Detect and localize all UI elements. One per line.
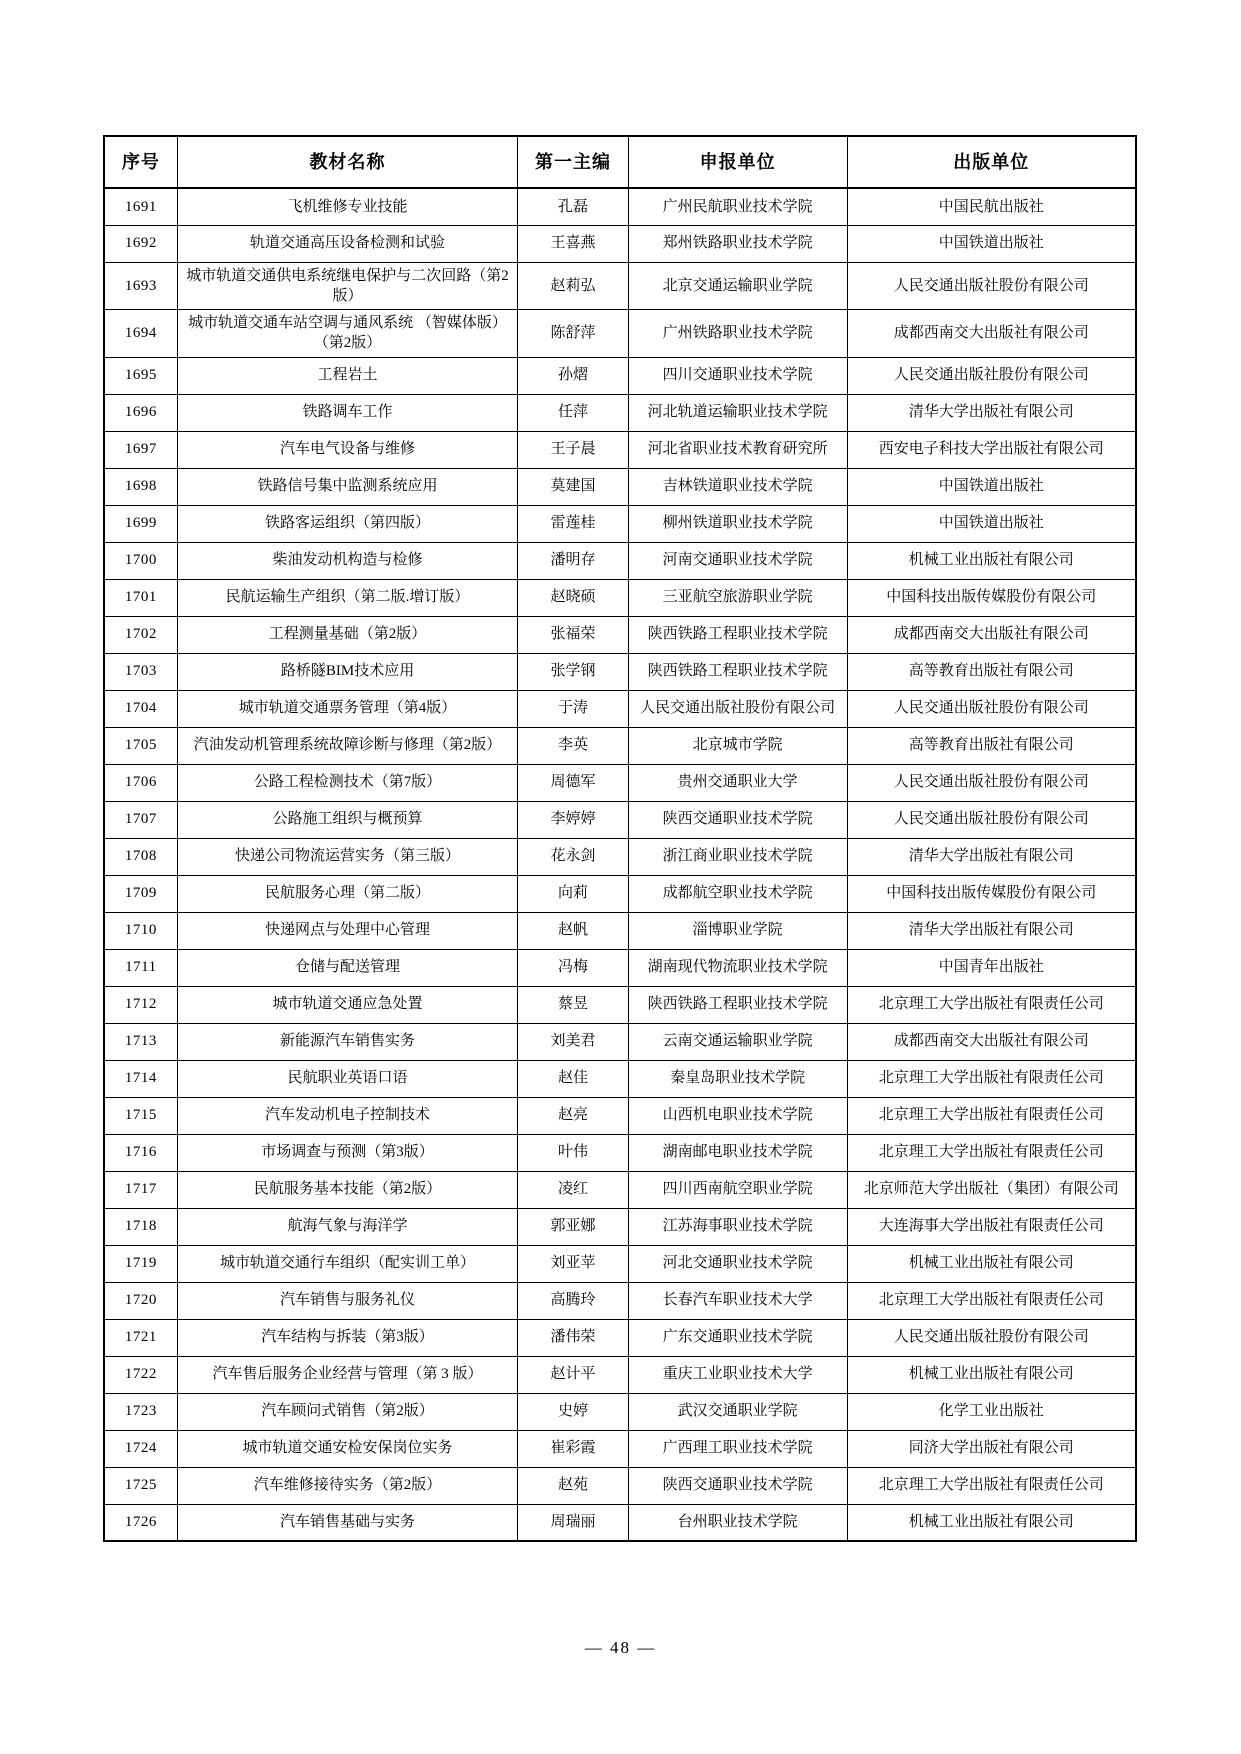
serial-number-cell: 1698 xyxy=(104,468,177,505)
first-editor-cell: 孙熠 xyxy=(518,357,628,394)
applicant-unit-cell: 陕西交通职业技术学院 xyxy=(628,1467,847,1504)
textbook-title-cell: 汽车销售与服务礼仪 xyxy=(177,1282,518,1319)
publisher-unit-cell: 高等教育出版社有限公司 xyxy=(847,653,1136,690)
serial-number-cell: 1719 xyxy=(104,1245,177,1282)
serial-number-cell: 1696 xyxy=(104,394,177,431)
applicant-unit-cell: 河北省职业技术教育研究所 xyxy=(628,431,847,468)
applicant-unit-cell: 成都航空职业技术学院 xyxy=(628,875,847,912)
publisher-unit-cell: 成都西南交大出版社有限公司 xyxy=(847,310,1136,358)
first-editor-cell: 赵计平 xyxy=(518,1356,628,1393)
first-editor-cell: 花永剑 xyxy=(518,838,628,875)
serial-number-cell: 1718 xyxy=(104,1208,177,1245)
applicant-unit-cell: 北京城市学院 xyxy=(628,727,847,764)
textbook-title-cell: 铁路客运组织（第四版） xyxy=(177,505,518,542)
serial-number-cell: 1695 xyxy=(104,357,177,394)
first-editor-cell: 王子晨 xyxy=(518,431,628,468)
textbook-title-cell: 轨道交通高压设备检测和试验 xyxy=(177,225,518,262)
table-row xyxy=(104,394,1136,431)
textbook-title-cell: 新能源汽车销售实务 xyxy=(177,1023,518,1060)
publisher-unit-cell: 中国铁道出版社 xyxy=(847,468,1136,505)
publisher-unit-cell: 清华大学出版社有限公司 xyxy=(847,838,1136,875)
serial-number-cell: 1715 xyxy=(104,1097,177,1134)
serial-number-cell: 1713 xyxy=(104,1023,177,1060)
textbook-title-cell: 公路工程检测技术（第7版） xyxy=(177,764,518,801)
textbook-title-cell: 快递网点与处理中心管理 xyxy=(177,912,518,949)
publisher-unit-cell: 西安电子科技大学出版社有限公司 xyxy=(847,431,1136,468)
first-editor-cell: 潘明存 xyxy=(518,542,628,579)
first-editor-cell: 赵晓硕 xyxy=(518,579,628,616)
applicant-unit-cell: 人民交通出版社股份有限公司 xyxy=(628,690,847,727)
table-row xyxy=(104,1356,1136,1393)
textbook-title-cell: 汽车售后服务企业经营与管理（第 3 版） xyxy=(177,1356,518,1393)
serial-number-cell: 1697 xyxy=(104,431,177,468)
publisher-unit-cell: 北京师范大学出版社（集团）有限公司 xyxy=(847,1171,1136,1208)
column-header-serial: 序号 xyxy=(104,136,177,188)
serial-number-cell: 1724 xyxy=(104,1430,177,1467)
textbook-title-cell: 航海气象与海洋学 xyxy=(177,1208,518,1245)
textbook-title-cell: 城市轨道交通行车组织（配实训工单） xyxy=(177,1245,518,1282)
serial-number-cell: 1721 xyxy=(104,1319,177,1356)
column-header-publisher: 出版单位 xyxy=(847,136,1136,188)
table-row xyxy=(104,225,1136,262)
applicant-unit-cell: 贵州交通职业大学 xyxy=(628,764,847,801)
table-row xyxy=(104,1097,1136,1134)
applicant-unit-cell: 四川西南航空职业学院 xyxy=(628,1171,847,1208)
applicant-unit-cell: 湖南现代物流职业技术学院 xyxy=(628,949,847,986)
first-editor-cell: 凌红 xyxy=(518,1171,628,1208)
textbook-title-cell: 工程测量基础（第2版） xyxy=(177,616,518,653)
column-header-title: 教材名称 xyxy=(177,136,518,188)
table-row xyxy=(104,1171,1136,1208)
serial-number-cell: 1722 xyxy=(104,1356,177,1393)
textbook-title-cell: 民航运输生产组织（第二版.增订版） xyxy=(177,579,518,616)
publisher-unit-cell: 成都西南交大出版社有限公司 xyxy=(847,616,1136,653)
applicant-unit-cell: 四川交通职业技术学院 xyxy=(628,357,847,394)
applicant-unit-cell: 吉林铁道职业技术学院 xyxy=(628,468,847,505)
textbook-title-cell: 铁路信号集中监测系统应用 xyxy=(177,468,518,505)
publisher-unit-cell: 大连海事大学出版社有限责任公司 xyxy=(847,1208,1136,1245)
serial-number-cell: 1711 xyxy=(104,949,177,986)
serial-number-cell: 1691 xyxy=(104,188,177,225)
first-editor-cell: 叶伟 xyxy=(518,1134,628,1171)
table-row xyxy=(104,764,1136,801)
textbook-title-cell: 城市轨道交通车站空调与通风系统 （智媒体版）（第2版） xyxy=(177,310,518,358)
applicant-unit-cell: 河南交通职业技术学院 xyxy=(628,542,847,579)
table-row xyxy=(104,357,1136,394)
publisher-unit-cell: 北京理工大学出版社有限责任公司 xyxy=(847,1282,1136,1319)
publisher-unit-cell: 机械工业出版社有限公司 xyxy=(847,1245,1136,1282)
applicant-unit-cell: 秦皇岛职业技术学院 xyxy=(628,1060,847,1097)
serial-number-cell: 1707 xyxy=(104,801,177,838)
first-editor-cell: 郭亚娜 xyxy=(518,1208,628,1245)
applicant-unit-cell: 陕西铁路工程职业技术学院 xyxy=(628,986,847,1023)
publisher-unit-cell: 北京理工大学出版社有限责任公司 xyxy=(847,1060,1136,1097)
table-row xyxy=(104,468,1136,505)
publisher-unit-cell: 化学工业出版社 xyxy=(847,1393,1136,1430)
applicant-unit-cell: 台州职业技术学院 xyxy=(628,1504,847,1541)
applicant-unit-cell: 武汉交通职业学院 xyxy=(628,1393,847,1430)
table-row xyxy=(104,262,1136,310)
first-editor-cell: 陈舒萍 xyxy=(518,310,628,358)
column-header-applicant: 申报单位 xyxy=(628,136,847,188)
textbook-title-cell: 民航服务心理（第二版） xyxy=(177,875,518,912)
textbook-title-cell: 民航职业英语口语 xyxy=(177,1060,518,1097)
textbook-title-cell: 工程岩土 xyxy=(177,357,518,394)
first-editor-cell: 向莉 xyxy=(518,875,628,912)
first-editor-cell: 孔磊 xyxy=(518,188,628,225)
table-row xyxy=(104,801,1136,838)
publisher-unit-cell: 人民交通出版社股份有限公司 xyxy=(847,357,1136,394)
publisher-unit-cell: 人民交通出版社股份有限公司 xyxy=(847,690,1136,727)
serial-number-cell: 1712 xyxy=(104,986,177,1023)
page-number: — 48 — xyxy=(584,1638,657,1657)
table-row xyxy=(104,1430,1136,1467)
serial-number-cell: 1693 xyxy=(104,262,177,310)
textbook-title-cell: 汽油发动机管理系统故障诊断与修理（第2版） xyxy=(177,727,518,764)
textbook-title-cell: 公路施工组织与概预算 xyxy=(177,801,518,838)
first-editor-cell: 任萍 xyxy=(518,394,628,431)
serial-number-cell: 1709 xyxy=(104,875,177,912)
textbook-title-cell: 城市轨道交通票务管理（第4版） xyxy=(177,690,518,727)
publisher-unit-cell: 北京理工大学出版社有限责任公司 xyxy=(847,1467,1136,1504)
publisher-unit-cell: 同济大学出版社有限公司 xyxy=(847,1430,1136,1467)
textbook-table xyxy=(103,135,1137,1542)
serial-number-cell: 1710 xyxy=(104,912,177,949)
textbook-title-cell: 城市轨道交通应急处置 xyxy=(177,986,518,1023)
serial-number-cell: 1702 xyxy=(104,616,177,653)
first-editor-cell: 赵亮 xyxy=(518,1097,628,1134)
applicant-unit-cell: 湖南邮电职业技术学院 xyxy=(628,1134,847,1171)
applicant-unit-cell: 北京交通运输职业学院 xyxy=(628,262,847,310)
textbook-title-cell: 铁路调车工作 xyxy=(177,394,518,431)
first-editor-cell: 李英 xyxy=(518,727,628,764)
table-row xyxy=(104,505,1136,542)
applicant-unit-cell: 淄博职业学院 xyxy=(628,912,847,949)
textbook-title-cell: 民航服务基本技能（第2版） xyxy=(177,1171,518,1208)
textbook-title-cell: 城市轨道交通供电系统继电保护与二次回路（第2版） xyxy=(177,262,518,310)
serial-number-cell: 1716 xyxy=(104,1134,177,1171)
textbook-title-cell: 汽车电气设备与维修 xyxy=(177,431,518,468)
table-row xyxy=(104,1319,1136,1356)
textbook-title-cell: 快递公司物流运营实务（第三版） xyxy=(177,838,518,875)
publisher-unit-cell: 机械工业出版社有限公司 xyxy=(847,1504,1136,1541)
applicant-unit-cell: 广东交通职业技术学院 xyxy=(628,1319,847,1356)
publisher-unit-cell: 人民交通出版社股份有限公司 xyxy=(847,801,1136,838)
publisher-unit-cell: 清华大学出版社有限公司 xyxy=(847,394,1136,431)
serial-number-cell: 1704 xyxy=(104,690,177,727)
publisher-unit-cell: 人民交通出版社股份有限公司 xyxy=(847,764,1136,801)
publisher-unit-cell: 中国民航出版社 xyxy=(847,188,1136,225)
serial-number-cell: 1708 xyxy=(104,838,177,875)
table-row xyxy=(104,838,1136,875)
serial-number-cell: 1692 xyxy=(104,225,177,262)
serial-number-cell: 1700 xyxy=(104,542,177,579)
publisher-unit-cell: 中国铁道出版社 xyxy=(847,505,1136,542)
applicant-unit-cell: 陕西交通职业技术学院 xyxy=(628,801,847,838)
first-editor-cell: 张福荣 xyxy=(518,616,628,653)
publisher-unit-cell: 北京理工大学出版社有限责任公司 xyxy=(847,1097,1136,1134)
serial-number-cell: 1694 xyxy=(104,310,177,358)
textbook-title-cell: 汽车销售基础与实务 xyxy=(177,1504,518,1541)
first-editor-cell: 周德军 xyxy=(518,764,628,801)
textbook-title-cell: 柴油发动机构造与检修 xyxy=(177,542,518,579)
applicant-unit-cell: 广州民航职业技术学院 xyxy=(628,188,847,225)
first-editor-cell: 周瑞丽 xyxy=(518,1504,628,1541)
table-row xyxy=(104,1504,1136,1541)
table-row xyxy=(104,1245,1136,1282)
publisher-unit-cell: 中国铁道出版社 xyxy=(847,225,1136,262)
table-row xyxy=(104,1393,1136,1430)
table-row xyxy=(104,310,1136,358)
serial-number-cell: 1714 xyxy=(104,1060,177,1097)
table-row xyxy=(104,653,1136,690)
table-row xyxy=(104,1282,1136,1319)
first-editor-cell: 刘美君 xyxy=(518,1023,628,1060)
publisher-unit-cell: 机械工业出版社有限公司 xyxy=(847,542,1136,579)
serial-number-cell: 1703 xyxy=(104,653,177,690)
first-editor-cell: 李婷婷 xyxy=(518,801,628,838)
table-row xyxy=(104,1208,1136,1245)
applicant-unit-cell: 广西理工职业技术学院 xyxy=(628,1430,847,1467)
first-editor-cell: 冯梅 xyxy=(518,949,628,986)
textbook-title-cell: 路桥隧BIM技术应用 xyxy=(177,653,518,690)
table-row xyxy=(104,1060,1136,1097)
publisher-unit-cell: 中国科技出版传媒股份有限公司 xyxy=(847,875,1136,912)
publisher-unit-cell: 北京理工大学出版社有限责任公司 xyxy=(847,986,1136,1023)
applicant-unit-cell: 长春汽车职业技术大学 xyxy=(628,1282,847,1319)
table-body xyxy=(104,188,1136,1541)
table-row xyxy=(104,1023,1136,1060)
table-row xyxy=(104,1134,1136,1171)
first-editor-cell: 赵苑 xyxy=(518,1467,628,1504)
first-editor-cell: 雷莲桂 xyxy=(518,505,628,542)
first-editor-cell: 崔彩霞 xyxy=(518,1430,628,1467)
applicant-unit-cell: 广州铁路职业技术学院 xyxy=(628,310,847,358)
serial-number-cell: 1726 xyxy=(104,1504,177,1541)
first-editor-cell: 史婷 xyxy=(518,1393,628,1430)
serial-number-cell: 1706 xyxy=(104,764,177,801)
table-row xyxy=(104,986,1136,1023)
publisher-unit-cell: 高等教育出版社有限公司 xyxy=(847,727,1136,764)
applicant-unit-cell: 河北交通职业技术学院 xyxy=(628,1245,847,1282)
first-editor-cell: 王喜燕 xyxy=(518,225,628,262)
table-row xyxy=(104,949,1136,986)
serial-number-cell: 1699 xyxy=(104,505,177,542)
table-row xyxy=(104,727,1136,764)
publisher-unit-cell: 成都西南交大出版社有限公司 xyxy=(847,1023,1136,1060)
table-header-row xyxy=(104,136,1136,188)
serial-number-cell: 1720 xyxy=(104,1282,177,1319)
textbook-title-cell: 汽车发动机电子控制技术 xyxy=(177,1097,518,1134)
publisher-unit-cell: 人民交通出版社股份有限公司 xyxy=(847,262,1136,310)
textbook-title-cell: 汽车顾问式销售（第2版） xyxy=(177,1393,518,1430)
table-row xyxy=(104,579,1136,616)
first-editor-cell: 刘亚苹 xyxy=(518,1245,628,1282)
serial-number-cell: 1723 xyxy=(104,1393,177,1430)
applicant-unit-cell: 郑州铁路职业技术学院 xyxy=(628,225,847,262)
applicant-unit-cell: 江苏海事职业技术学院 xyxy=(628,1208,847,1245)
first-editor-cell: 赵佳 xyxy=(518,1060,628,1097)
table-row xyxy=(104,1467,1136,1504)
table-row xyxy=(104,188,1136,225)
textbook-title-cell: 汽车结构与拆装（第3版） xyxy=(177,1319,518,1356)
textbook-title-cell: 汽车维修接待实务（第2版） xyxy=(177,1467,518,1504)
table-row xyxy=(104,542,1136,579)
table-row xyxy=(104,431,1136,468)
applicant-unit-cell: 浙江商业职业技术学院 xyxy=(628,838,847,875)
first-editor-cell: 蔡昱 xyxy=(518,986,628,1023)
first-editor-cell: 赵帆 xyxy=(518,912,628,949)
first-editor-cell: 张学钢 xyxy=(518,653,628,690)
applicant-unit-cell: 河北轨道运输职业技术学院 xyxy=(628,394,847,431)
table-row xyxy=(104,616,1136,653)
applicant-unit-cell: 陕西铁路工程职业技术学院 xyxy=(628,653,847,690)
applicant-unit-cell: 云南交通运输职业学院 xyxy=(628,1023,847,1060)
publisher-unit-cell: 中国青年出版社 xyxy=(847,949,1136,986)
first-editor-cell: 赵莉弘 xyxy=(518,262,628,310)
serial-number-cell: 1701 xyxy=(104,579,177,616)
textbook-title-cell: 城市轨道交通安检安保岗位实务 xyxy=(177,1430,518,1467)
textbook-title-cell: 飞机维修专业技能 xyxy=(177,188,518,225)
first-editor-cell: 潘伟荣 xyxy=(518,1319,628,1356)
publisher-unit-cell: 机械工业出版社有限公司 xyxy=(847,1356,1136,1393)
applicant-unit-cell: 山西机电职业技术学院 xyxy=(628,1097,847,1134)
table-header xyxy=(104,136,1136,188)
publisher-unit-cell: 中国科技出版传媒股份有限公司 xyxy=(847,579,1136,616)
first-editor-cell: 莫建国 xyxy=(518,468,628,505)
textbook-title-cell: 市场调查与预测（第3版） xyxy=(177,1134,518,1171)
publisher-unit-cell: 人民交通出版社股份有限公司 xyxy=(847,1319,1136,1356)
table-row xyxy=(104,690,1136,727)
serial-number-cell: 1725 xyxy=(104,1467,177,1504)
table-row xyxy=(104,875,1136,912)
serial-number-cell: 1717 xyxy=(104,1171,177,1208)
applicant-unit-cell: 陕西铁路工程职业技术学院 xyxy=(628,616,847,653)
serial-number-cell: 1705 xyxy=(104,727,177,764)
applicant-unit-cell: 重庆工业职业技术大学 xyxy=(628,1356,847,1393)
applicant-unit-cell: 三亚航空旅游职业学院 xyxy=(628,579,847,616)
column-header-editor: 第一主编 xyxy=(518,136,628,188)
publisher-unit-cell: 北京理工大学出版社有限责任公司 xyxy=(847,1134,1136,1171)
publisher-unit-cell: 清华大学出版社有限公司 xyxy=(847,912,1136,949)
first-editor-cell: 高腾玲 xyxy=(518,1282,628,1319)
textbook-title-cell: 仓储与配送管理 xyxy=(177,949,518,986)
applicant-unit-cell: 柳州铁道职业技术学院 xyxy=(628,505,847,542)
first-editor-cell: 于涛 xyxy=(518,690,628,727)
table-row xyxy=(104,912,1136,949)
